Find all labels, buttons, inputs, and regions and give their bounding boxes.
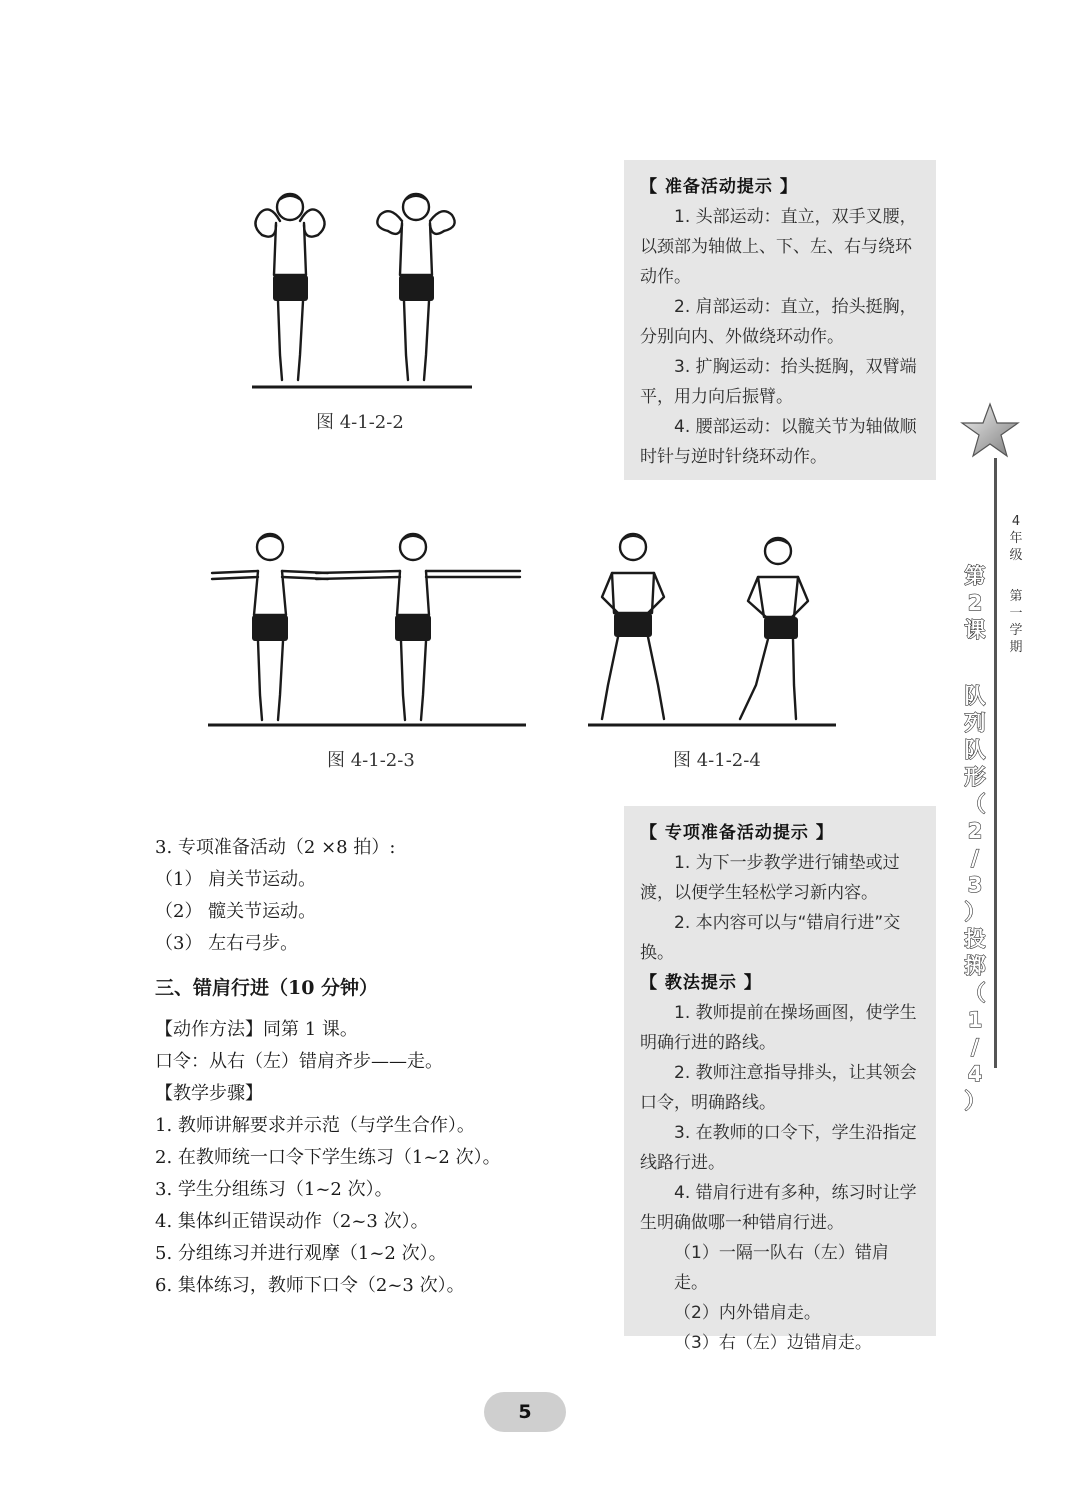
- step-item: 1. 教师讲解要求并示范（与学生合作）。: [155, 1115, 475, 1136]
- figure-shoulder-exercise-illustration: [240, 185, 480, 395]
- figure-4-1-2-2: [240, 185, 480, 395]
- step-item: 2. 在教师统一口令下学生练习（1~2 次）。: [155, 1147, 501, 1168]
- step-item: 4. 集体纠正错误动作（2~3 次）。: [155, 1211, 429, 1232]
- figure-chest-expansion-illustration: [208, 525, 528, 730]
- step-item: 3. 学生分组练习（1~2 次）。: [155, 1179, 393, 1200]
- grade-label: 4 年 级: [1009, 514, 1023, 563]
- tip-item: 2. 肩部运动：直立，抬头挺胸，分别向内、外做绕环动作。: [640, 297, 917, 347]
- figure-caption: 图 4-1-2-3: [327, 750, 415, 771]
- figure-4-1-2-3: [208, 525, 528, 730]
- tip-box-warmup: [624, 160, 936, 480]
- body-text: [155, 832, 605, 1302]
- teaching-subitem: （2）内外错肩走。: [674, 1303, 821, 1323]
- star-icon: [960, 402, 1020, 460]
- teaching-item: 2. 教师注意指导排头，让其领会口令，明确路线。: [640, 1063, 917, 1113]
- figure-4-1-2-4: [588, 525, 838, 730]
- section-title: 三、错肩行进（10 分钟）: [155, 977, 379, 999]
- teaching-item: 3. 在教师的口令下，学生沿指定线路行进。: [640, 1123, 917, 1173]
- special-prep-title: 3. 专项准备活动（2 ×8 拍）:: [155, 837, 396, 858]
- topic-label: 队 列 队 形 （ 2 / 3 ） 投 掷 （ 1 / 4 ）: [964, 684, 986, 1113]
- teaching-subitem: （1）一隔一队右（左）错肩走。: [674, 1243, 889, 1293]
- tip-item: 1. 为下一步教学进行铺垫或过渡，以便学生轻松学习新内容。: [640, 853, 900, 903]
- page-number: 5: [484, 1392, 566, 1432]
- special-prep-item: （3） 左右弓步。: [155, 933, 299, 954]
- special-prep-item: （2） 髋关节运动。: [155, 901, 317, 922]
- figure-caption: 图 4-1-2-4: [673, 750, 761, 771]
- tip-item: 4. 腰部运动：以髋关节为轴做顺时针与逆时针绕环动作。: [640, 417, 917, 467]
- term-label: 第 一 学 期: [1009, 589, 1023, 655]
- special-prep-item: （1） 肩关节运动。: [155, 869, 317, 890]
- lesson-label: 第 2 课: [964, 564, 986, 642]
- side-divider-line: [994, 458, 997, 1068]
- step-item: 5. 分组练习并进行观摩（1~2 次）。: [155, 1243, 447, 1264]
- tip-item: 2. 本内容可以与“错肩行进”交换。: [640, 913, 901, 963]
- tip-heading: 【 准备活动提示 】: [640, 177, 798, 197]
- figure-waist-exercise-illustration: [588, 525, 838, 730]
- teaching-item: 1. 教师提前在操场画图，使学生明确行进的路线。: [640, 1003, 917, 1053]
- method-line: 【动作方法】同第 1 课。: [155, 1019, 358, 1040]
- tip-item: 3. 扩胸运动：抬头挺胸，双臂端平，用力向后振臂。: [640, 357, 917, 407]
- command-line: 口令：从右（左）错肩齐步——走。: [155, 1051, 443, 1072]
- teaching-heading: 【 教法提示 】: [640, 973, 762, 993]
- teaching-subitem: （3）右（左）边错肩走。: [674, 1333, 872, 1353]
- tip-box-teaching: [624, 806, 936, 1353]
- figure-caption: 图 4-1-2-2: [316, 412, 404, 433]
- tip-heading: 【 专项准备活动提示 】: [640, 823, 834, 843]
- tip-item: 1. 头部运动：直立，双手叉腰，以颈部为轴做上、下、左、右与绕环动作。: [640, 207, 917, 287]
- steps-heading: 【教学步骤】: [155, 1083, 263, 1104]
- step-item: 6. 集体练习，教师下口令（2~3 次）。: [155, 1275, 465, 1296]
- teaching-item: 4. 错肩行进有多种，练习时让学生明确做哪一种错肩行进。: [640, 1183, 917, 1233]
